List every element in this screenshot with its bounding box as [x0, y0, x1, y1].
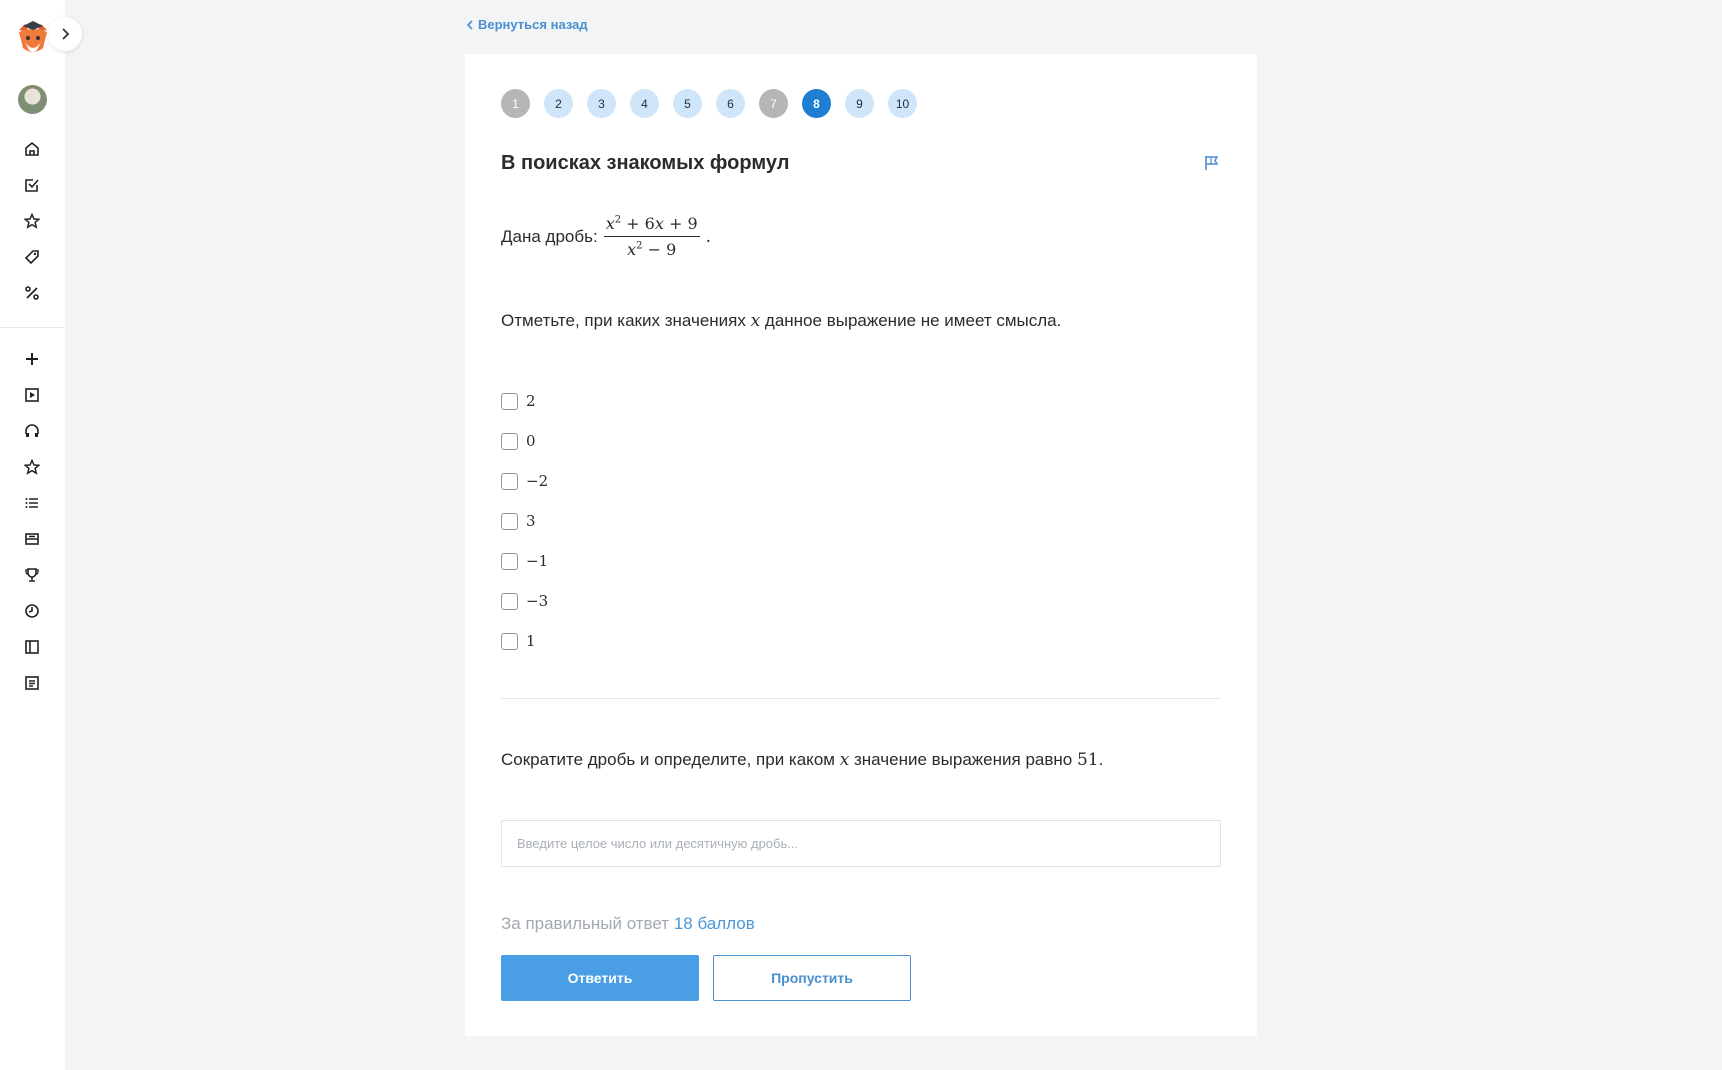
chevron-right-icon: [60, 28, 70, 40]
task-intro: [501, 214, 711, 259]
option-4[interactable]: [501, 501, 548, 541]
section-divider: [501, 698, 1221, 699]
step-9[interactable]: 9: [845, 89, 874, 118]
list-icon[interactable]: [20, 491, 44, 515]
fraction-denominator: $x^2 - 9$: [627, 240, 677, 259]
headphones-icon[interactable]: [20, 419, 44, 443]
inbox-icon[interactable]: [20, 527, 44, 551]
option-label: −1: [526, 552, 549, 570]
option-label: 3: [526, 512, 536, 530]
skip-button[interactable]: Пропустить: [713, 955, 911, 1001]
option-6[interactable]: [501, 581, 548, 621]
option-3[interactable]: [501, 461, 548, 501]
reward-text: За правильный ответ 18 баллов: [501, 914, 755, 933]
checkbox[interactable]: [501, 513, 518, 530]
checkbox[interactable]: [501, 553, 518, 570]
checkbox[interactable]: [501, 473, 518, 490]
home-icon[interactable]: [20, 137, 44, 161]
percent-icon[interactable]: [20, 281, 44, 305]
back-link[interactable]: [466, 17, 588, 32]
task-title: В поисках знакомых формул: [501, 152, 790, 174]
step-3[interactable]: 3: [587, 89, 616, 118]
plus-icon[interactable]: [20, 347, 44, 371]
step-7[interactable]: 7: [759, 89, 788, 118]
tasks-check-icon[interactable]: [20, 173, 44, 197]
option-7[interactable]: [501, 621, 548, 661]
avatar[interactable]: [18, 85, 47, 114]
option-5[interactable]: [501, 541, 548, 581]
answer-button[interactable]: Ответить: [501, 955, 699, 1001]
option-label: −3: [526, 592, 549, 610]
answer-options: [501, 381, 548, 661]
sidebar-divider: [0, 327, 65, 328]
question-1: Отметьте, при каких значениях x данное выражение не имеет смысла.: [501, 311, 1062, 331]
intro-label: Дана дробь:: [501, 226, 598, 246]
option-label: 1: [526, 632, 536, 650]
task-card: [465, 54, 1257, 1036]
reward-points: 18 баллов: [673, 914, 755, 933]
book-icon[interactable]: [20, 635, 44, 659]
checkbox[interactable]: [501, 593, 518, 610]
chevron-left-icon: [466, 20, 474, 30]
step-8[interactable]: 8: [802, 89, 831, 118]
trophy-icon[interactable]: [20, 563, 44, 587]
report-flag-icon[interactable]: [1203, 154, 1221, 172]
answer-input[interactable]: [501, 820, 1221, 867]
option-label: −2: [526, 472, 549, 490]
step-1[interactable]: 1: [501, 89, 530, 118]
clock-icon[interactable]: [20, 599, 44, 623]
option-label: 0: [526, 432, 536, 450]
play-video-icon[interactable]: [20, 383, 44, 407]
back-link-label: Вернуться назад: [478, 17, 588, 32]
option-2[interactable]: [501, 421, 548, 461]
option-1[interactable]: [501, 381, 548, 421]
checkbox[interactable]: [501, 633, 518, 650]
fraction-formula: [604, 214, 700, 259]
sidebar-expand-button[interactable]: [48, 17, 82, 51]
question-2: Сократите дробь и определите, при каком x значение выражения равно 51.: [501, 750, 1104, 770]
step-pagination: [501, 89, 917, 118]
checkbox[interactable]: [501, 393, 518, 410]
step-4[interactable]: 4: [630, 89, 659, 118]
intro-period: .: [705, 226, 712, 247]
sidebar: [0, 0, 65, 1070]
fraction-numerator: $x^2 + 6x + 9$: [604, 214, 700, 237]
option-label: 2: [526, 392, 536, 410]
step-6[interactable]: 6: [716, 89, 745, 118]
star-icon[interactable]: [20, 209, 44, 233]
step-10[interactable]: 10: [888, 89, 917, 118]
fox-logo-icon[interactable]: [15, 20, 51, 58]
checkbox[interactable]: [501, 433, 518, 450]
favorites-star-icon[interactable]: [20, 455, 44, 479]
step-2[interactable]: 2: [544, 89, 573, 118]
document-icon[interactable]: [20, 671, 44, 695]
step-5[interactable]: 5: [673, 89, 702, 118]
tag-icon[interactable]: [20, 245, 44, 269]
